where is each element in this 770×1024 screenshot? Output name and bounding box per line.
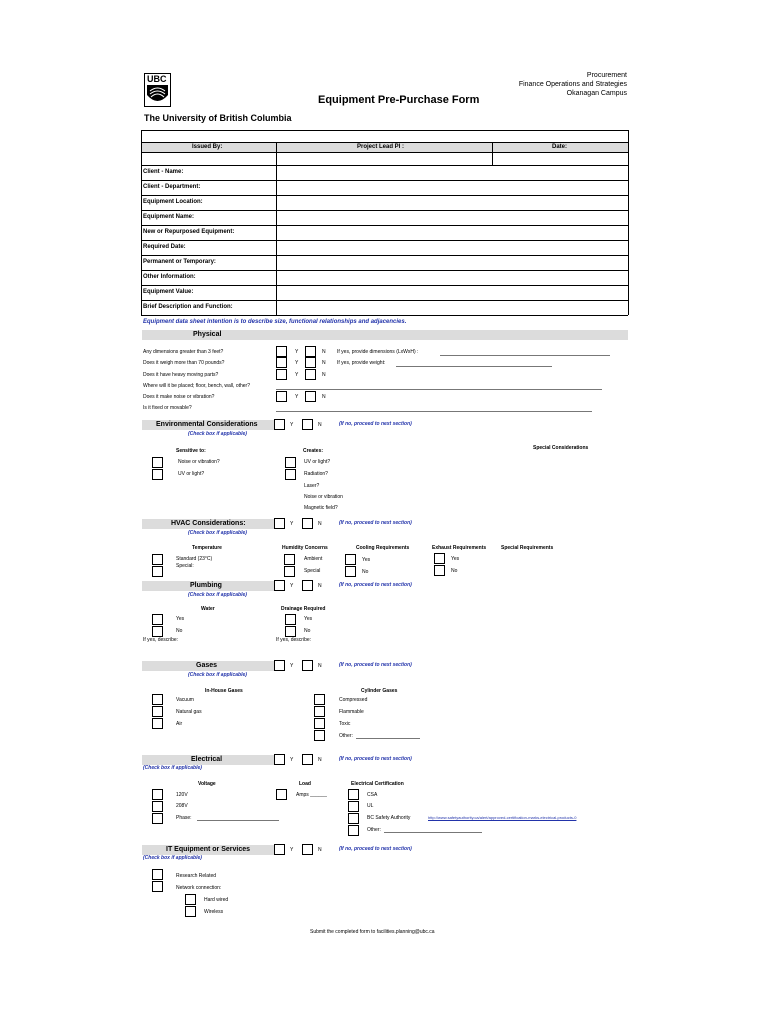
weight-input[interactable] [396,366,552,367]
n-label: N [318,583,322,589]
gases-yes-checkbox[interactable] [274,660,285,671]
table-row-field[interactable] [277,271,627,285]
phase-input[interactable] [197,820,279,821]
wireless-label: Wireless [204,909,224,915]
skip-note: (If no, proceed to next section) [339,520,412,526]
hvac-title: HVAC Considerations: [171,520,246,527]
it-no-checkbox[interactable] [302,844,313,855]
exhaust-no-checkbox[interactable] [434,565,445,576]
electrical-title: Electrical [191,756,223,763]
exhaust-yes-checkbox[interactable] [434,553,445,564]
y-label: Y [295,372,299,378]
flammable-label: Flammable [339,709,364,715]
other-cert-label: Other: [367,827,381,833]
n-label: N [318,847,322,853]
electrical-yes-checkbox[interactable] [274,754,285,765]
water-yes-label: Yes [176,616,185,622]
other-gas-label: Other: [339,733,353,739]
physical-q1-note: If yes, provide dimensions (LxWxH) : [337,349,419,355]
table-row-label: Brief Description and Function: [143,304,233,310]
research-related-label: Research Related [176,873,217,879]
exhaust-heading: Exhaust Requirements [432,545,487,551]
physical-q2: Does it weigh more than 70 pounds? [143,360,225,366]
ul-checkbox[interactable] [348,801,359,812]
temp-standard-checkbox[interactable] [152,554,163,565]
amps-checkbox[interactable] [276,789,287,800]
special-considerations-heading: Special Considerations [533,445,589,451]
drainage-yes-label: Yes [304,616,313,622]
phase-label: Phase: [176,815,192,821]
bc-safety-checkbox[interactable] [348,813,359,824]
table-row-label: Equipment Name: [143,214,195,220]
other-cert-input[interactable] [384,832,482,833]
header-right-line1: Procurement [586,72,627,79]
table-row-label: Client - Name: [143,169,184,175]
table-row-field[interactable] [277,196,627,210]
plumbing-yes-checkbox[interactable] [274,580,285,591]
sensitive-uv-checkbox[interactable] [152,469,163,480]
physical-q5-yes-checkbox[interactable] [276,391,287,402]
project-lead-field[interactable] [277,153,492,165]
208v-label: 208V [176,803,188,809]
n-label: N [322,360,326,366]
gases-title: Gases [196,662,218,669]
logo-text: UBC [147,74,167,84]
bc-safety-label: BC Safety Authority [367,815,411,821]
sensitive-noise-checkbox[interactable] [152,457,163,468]
cooling-heading: Cooling Requirements [356,545,410,551]
check-note: (Check box if applicable) [188,431,247,437]
physical-q1-no-checkbox[interactable] [305,346,316,357]
n-label: N [322,394,326,400]
university-name: The University of British Columbia [144,113,292,123]
physical-q1-yes-checkbox[interactable] [276,346,287,357]
drainage-heading: Drainage Required [281,606,326,612]
research-related-checkbox[interactable] [152,869,163,880]
table-row-field[interactable] [277,301,627,315]
y-label: Y [295,360,299,366]
temp-standard-label: Standard (23°C) [176,556,213,562]
it-title: IT Equipment or Services [166,846,251,853]
water-yes-checkbox[interactable] [152,614,163,625]
air-checkbox[interactable] [152,718,163,729]
dimensions-input[interactable] [440,355,610,356]
table-row-label: Permanent or Temporary: [143,259,216,265]
humidity-ambient-checkbox[interactable] [284,554,295,565]
y-label: Y [295,349,299,355]
header-right-line2: Finance Operations and Strategies [518,81,627,88]
creates-noise-label: Noise or vibration [304,494,343,500]
drainage-no-checkbox[interactable] [285,626,296,637]
n-label: N [318,521,322,527]
physical-q4: Where will it be placed; floor, bench, wall, other? [143,383,250,389]
natural-gas-label: Natural gas [176,709,202,715]
creates-uv-label: UV or light? [304,459,331,465]
hard-wired-label: Hard wired [204,897,229,903]
exhaust-yes-label: Yes [451,556,460,562]
physical-q2-yes-checkbox[interactable] [276,357,287,368]
physical-q2-no-checkbox[interactable] [305,357,316,368]
cooling-yes-checkbox[interactable] [345,554,356,565]
skip-note: (If no, proceed to next section) [339,662,412,668]
table-row-label: Client - Department: [143,184,201,190]
other-gas-input[interactable] [356,738,420,739]
cooling-yes-label: Yes [362,557,371,563]
y-label: Y [290,422,294,428]
plumbing-title: Plumbing [190,582,222,589]
water-heading: Water [201,606,215,612]
y-label: Y [290,521,294,527]
date-field[interactable] [493,153,628,165]
table-row-label: New or Repurposed Equipment: [143,229,235,235]
creates-laser-label: Laser? [304,483,320,489]
load-heading: Load [299,781,311,787]
exhaust-no-label: No [451,568,458,574]
water-no-label: No [176,628,183,634]
air-label: Air [176,721,183,727]
physical-q5-no-checkbox[interactable] [305,391,316,402]
table-row-label: Required Date: [143,244,186,250]
creates-magnetic-label: Magnetic field? [304,505,338,511]
compressed-checkbox[interactable] [314,694,325,705]
voltage-heading: Voltage [198,781,216,787]
check-note: (Check box if applicable) [188,672,247,678]
temperature-heading: Temperature [192,545,222,551]
physical-q3-yes-checkbox[interactable] [276,369,287,380]
environmental-yes-checkbox[interactable] [274,419,285,430]
cooling-no-label: No [362,569,369,575]
flammable-checkbox[interactable] [314,706,325,717]
other-cert-checkbox[interactable] [348,825,359,836]
sensitive-uv-label: UV or light? [178,471,205,477]
check-note: (Check box if applicable) [143,765,202,771]
table-row-field[interactable] [277,256,627,270]
hvac-yes-checkbox[interactable] [274,518,285,529]
wireless-checkbox[interactable] [185,906,196,917]
creates-uv-checkbox[interactable] [285,457,296,468]
creates-radiation-checkbox[interactable] [285,469,296,480]
toxic-checkbox[interactable] [314,718,325,729]
certification-heading: Electrical Certification [351,781,404,787]
phase-checkbox[interactable] [152,813,163,824]
physical-q3-no-checkbox[interactable] [305,369,316,380]
hvac-no-checkbox[interactable] [302,518,313,529]
certification-link[interactable]: http://www.safetyauthority.ca/alert/approved-certification-marks-electrical-products-0 [428,815,577,820]
table-row-field[interactable] [277,226,627,240]
sensitive-noise-label: Noise or vibration? [178,459,220,465]
creates-radiation-label: Radiation? [304,471,328,477]
csa-checkbox[interactable] [348,789,359,800]
other-gas-checkbox[interactable] [314,730,325,741]
header-right-line3: Okanagan Campus [566,90,627,97]
n-label: N [318,663,322,669]
placement-input[interactable] [276,389,602,390]
n-label: N [322,372,326,378]
csa-label: CSA [367,792,378,798]
table-row-label: Equipment Location: [143,199,203,205]
special-requirements-heading: Special Requirements [501,545,554,551]
y-label: Y [290,847,294,853]
vacuum-checkbox[interactable] [152,694,163,705]
ubc-logo [144,73,171,107]
fixed-movable-input[interactable] [276,411,592,412]
page-title: Equipment Pre-Purchase Form [318,94,480,106]
n-label: N [318,757,322,763]
table-row-field[interactable] [277,166,627,180]
physical-q3: Does it have heavy moving parts? [143,372,219,378]
footer-note: Submit the completed form to facilities.planning@ubc.ca [310,929,435,935]
skip-note: (If no, proceed to next section) [339,421,412,427]
y-label: Y [295,394,299,400]
network-connection-label: Network connection: [176,885,222,891]
drainage-yes-checkbox[interactable] [285,614,296,625]
physical-q5: Does it make noise or vibration? [143,394,215,400]
creates-heading: Creates: [303,448,324,454]
table-row-label: Other Information: [143,274,196,280]
physical-q2-note: If yes, provide weight: [337,360,386,366]
electrical-no-checkbox[interactable] [302,754,313,765]
network-connection-checkbox[interactable] [152,881,163,892]
drainage-no-label: No [304,628,311,634]
hard-wired-checkbox[interactable] [185,894,196,905]
y-label: Y [290,663,294,669]
temp-special-checkbox[interactable] [152,566,163,577]
datasheet-note: Equipment data sheet intention is to describe size, functional relationships and adjacencies. [143,319,407,325]
cylinder-heading: Cylinder Gases [361,688,398,694]
skip-note: (If no, proceed to next section) [339,846,412,852]
compressed-label: Compressed [339,697,368,703]
humidity-special-checkbox[interactable] [284,566,295,577]
skip-note: (If no, proceed to next section) [339,582,412,588]
check-note: (Check box if applicable) [188,530,247,536]
water-no-checkbox[interactable] [152,626,163,637]
120v-label: 120V [176,792,188,798]
temp-special-label: Special: [176,563,194,569]
table-row-field[interactable] [277,211,627,225]
date-label: Date: [552,144,568,150]
environmental-no-checkbox[interactable] [302,419,313,430]
humidity-ambient-label: Ambient [304,556,323,562]
check-note: (Check box if applicable) [188,592,247,598]
water-describe-label: If yes, describe: [143,637,179,643]
inhouse-heading: In-House Gases [205,688,243,694]
toxic-label: Toxic [339,721,351,727]
issued-by-label: Issued By: [192,144,223,150]
humidity-heading: Humidity Concerns [282,545,328,551]
sensitive-heading: Sensitive to: [176,448,206,454]
gases-no-checkbox[interactable] [302,660,313,671]
environmental-title: Environmental Considerations [156,421,258,428]
skip-note: (If no, proceed to next section) [339,756,412,762]
table-row-field[interactable] [277,181,627,195]
y-label: Y [290,757,294,763]
vacuum-label: Vacuum [176,697,194,703]
natural-gas-checkbox[interactable] [152,706,163,717]
drainage-describe-label: If yes, describe: [276,637,312,643]
table-row-field[interactable] [277,286,627,300]
it-yes-checkbox[interactable] [274,844,285,855]
120v-checkbox[interactable] [152,789,163,800]
table-row-field[interactable] [277,241,627,255]
n-label: N [322,349,326,355]
ul-label: UL [367,803,374,809]
cooling-no-checkbox[interactable] [345,566,356,577]
208v-checkbox[interactable] [152,801,163,812]
issued-by-field[interactable] [142,153,276,165]
physical-title: Physical [193,331,222,338]
n-label: N [318,422,322,428]
physical-q1: Any dimensions greater than 3 feet? [143,349,224,355]
table-row-label: Equipment Value: [143,289,194,295]
humidity-special-label: Special [304,568,321,574]
plumbing-no-checkbox[interactable] [302,580,313,591]
project-lead-label: Project Lead PI : [357,144,405,150]
check-note: (Check box if applicable) [143,855,202,861]
physical-q6: Is it fixed or movable? [143,405,192,411]
amps-label: Amps ______ [296,792,327,798]
y-label: Y [290,583,294,589]
